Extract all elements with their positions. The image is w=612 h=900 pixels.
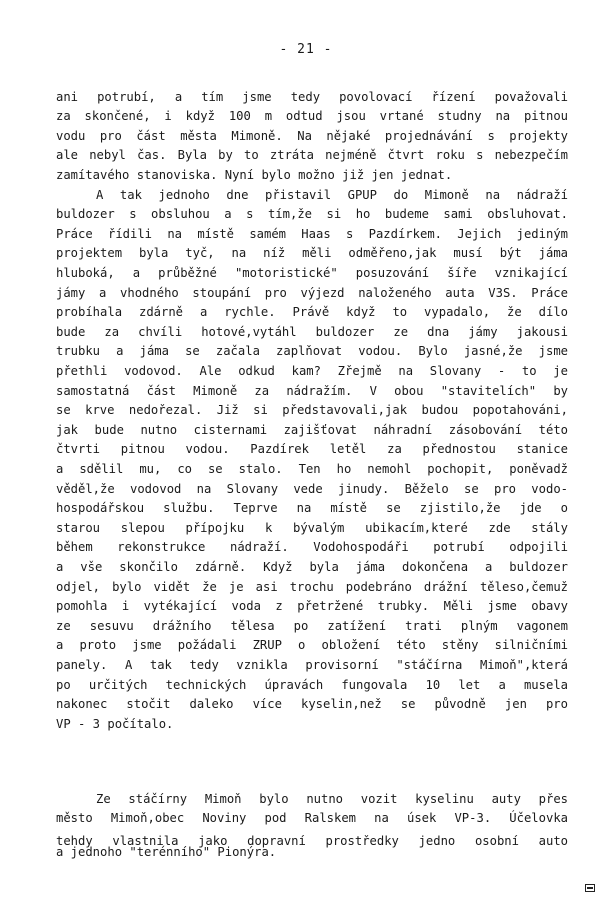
text-line: Práce řídili na místě samém Haas s Pazdírkem. Jejich jediným: [56, 227, 568, 241]
text-line: A tak jednoho dne přistavil GPUP do Mimoně na nádraží: [96, 188, 568, 202]
text-line: za skončené, i když 100 m odtud jsou vrtané studny na pitnou: [56, 109, 568, 123]
text-line: odjel, bylo vidět že je asi trochu podebráno drážní těleso,čemuž: [56, 580, 568, 594]
text-line: jak bude nutno cisternami zajišťovat náhradní zásobování této: [56, 423, 568, 437]
text-line: hospodářskou službu. Teprve na místě se zjistilo,že jde o: [56, 501, 568, 515]
text-line: ale nebyl čas. Byla by to ztráta nejméně čtvrt roku s nebezpečím: [56, 148, 568, 162]
page-number: - 21 -: [279, 42, 333, 57]
text-line: zamítavého stanoviska. Nyní bylo možno již jen jednat.: [56, 168, 453, 182]
text-line: město Mimoň,obec Noviny pod Ralskem na úsek VP-3. Účelovka: [56, 811, 568, 825]
text-line: bude za chvíli hotové,vytáhl buldozer ze dna jámy jakousi: [56, 325, 568, 339]
text-line: a vše skončilo zdárně. Když byla jáma dokončena a buldozer: [56, 560, 568, 574]
text-line: ze sesuvu drážního tělesa po zatížení trati plným vagonem: [56, 619, 568, 633]
text-line: věděl,že vodovod na Slovany vede jinudy. Běželo se pro vodo-: [56, 482, 568, 496]
text-line: během rekonstrukce nádraží. Vodohospodáři potrubí odpojili: [56, 540, 568, 554]
text-line: a proto jsme požádali ZRUP o obložení této stěny silničními: [56, 638, 568, 652]
text-line: VP - 3 počítalo.: [56, 717, 174, 731]
text-line: panely. A tak tedy vznikla provisorní "stáčírna Mimoň",která: [56, 658, 568, 672]
text-line: ani potrubí, a tím jsme tedy povolovací řízení považovali: [56, 90, 568, 104]
text-line: tehdy vlastnila jako dopravní prostředky jedno osobní auto: [56, 834, 568, 848]
text-line: se krve nedořezal. Již si představovali,jak budou popotahováni,: [56, 403, 568, 417]
text-line: samostatná část Mimoně za nádražím. V obou "stavitelích" by: [56, 384, 568, 398]
text-line: hluboká, a průběžné "motoristické" posuzování šíře vznikající: [56, 266, 568, 280]
text-line: a jednoho "terénního" Pionýra.: [56, 845, 277, 859]
text-line: probíhala zdárně a rychle. Právě když to vypadalo, že dílo: [56, 305, 568, 319]
text-line: pomohla i vytékající voda z přetržené trubky. Měli jsme obavy: [56, 599, 568, 613]
text-line: nakonec stočit daleko více kyselin,než se původně jen pro: [56, 697, 568, 711]
text-line: starou slepou přípojku k bývalým ubikacím,které zde stály: [56, 521, 568, 535]
text-line: po určitých technických úpravách fungovala 10 let a musela: [56, 678, 568, 692]
text-line: trubku a jáma se začala zaplňovat vodou. Bylo jasné,že jsme: [56, 344, 568, 358]
text-line: a sdělil mu, co se stalo. Ten ho nemohl pochopit, poněvadž: [56, 462, 568, 476]
text-line: čtvrti pitnou vodou. Pazdírek letěl za přednostou stanice: [56, 442, 568, 456]
text-line: buldozer s obsluhou a s tím,že si ho budeme sami obsluhovat.: [56, 207, 568, 221]
page-corner-mark-icon: [585, 884, 595, 892]
text-line: vodu pro část města Mimoně. Na nějaké projednávání s projekty: [56, 129, 568, 143]
text-line: projektem byla tyč, na níž měli odměřeno,jak musí být jáma: [56, 246, 568, 260]
text-line: Ze stáčírny Mimoň bylo nutno vozit kyselinu auty přes: [96, 792, 568, 806]
text-line: jámy a vhodného stoupání pro výjezd naloženého auta V3S. Práce: [56, 286, 568, 300]
text-line: přethli vodovod. Ale odkud kam? Zřejmě na Slovany - to je: [56, 364, 568, 378]
